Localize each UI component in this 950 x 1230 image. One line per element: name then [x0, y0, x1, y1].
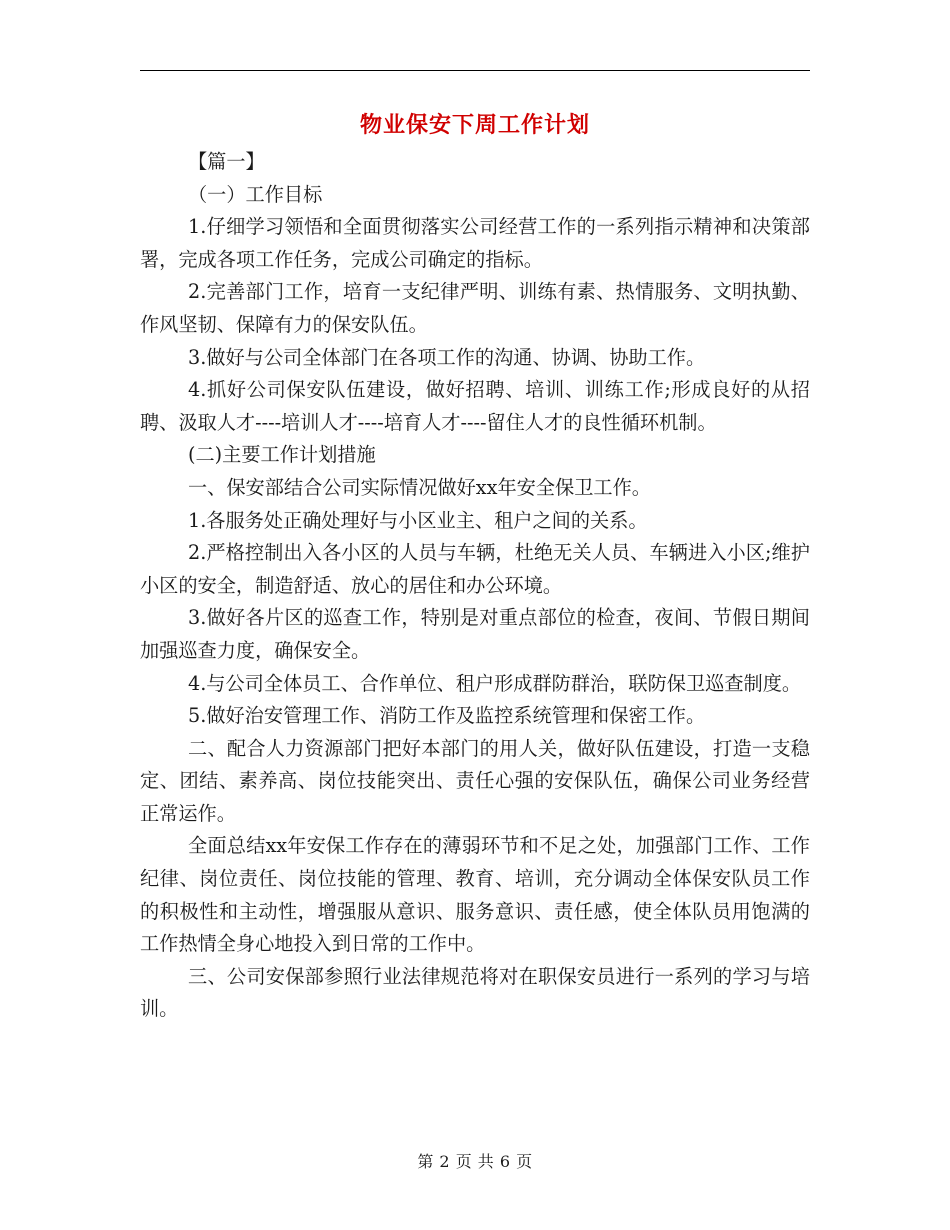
- goal-item-1: 1.仔细学习领悟和全面贯彻落实公司经营工作的一系列指示精神和决策部署，完成各项工作任务，完成公司确定的指标。: [140, 215, 810, 271]
- header-rule: [140, 70, 810, 71]
- measure-heading-3: 三、公司安保部参照行业法律规范将对在职保安员进行一系列的学习与培训。: [140, 964, 810, 1021]
- goal-item-4: 4.抓好公司保安队伍建设，做好招聘、培训、训练工作;形成良好的从招聘、汲取人才----培训人才----培育人才----留住人才的良性循环机制。: [140, 378, 810, 434]
- measure-item-3: 3.做好各片区的巡查工作，特别是对重点部位的检查，夜间、节假日期间加强巡查力度，确保安全。: [140, 606, 810, 662]
- document-body: [140, 146, 810, 1026]
- goal-item-3: 3.做好与公司全体部门在各项工作的沟通、协调、协助工作。: [188, 345, 706, 369]
- measure-item-1: 1.各服务处正确处理好与小区业主、租户之间的关系。: [188, 508, 648, 532]
- measure-item-4: 4.与公司全体员工、合作单位、租户形成群防群治，联防保卫巡查制度。: [188, 671, 802, 695]
- goal-item-2: 2.完善部门工作，培育一支纪律严明、训练有素、热情服务、文明执勤、作风坚韧、保障有力的保安队伍。: [140, 280, 810, 336]
- summary-paragraph: 全面总结xx年安保工作存在的薄弱环节和不足之处，加强部门工作、工作纪律、岗位责任、岗位技能的管理、教育、培训，充分调动全体保安队员工作的积极性和主动性，增强服从意识、服务意识、责任感，使全体队员用饱满的工作热情全身心地投入到日常的工作中。: [140, 834, 810, 956]
- page-footer: 第 2 页 共 6 页: [417, 1152, 533, 1171]
- measure-item-2: 2.严格控制出入各小区的人员与车辆，杜绝无关人员、车辆进入小区;维护小区的安全，制造舒适、放心的居住和办公环境。: [140, 541, 810, 597]
- section-heading-part-one: 【篇一】: [188, 150, 265, 173]
- section-heading-work-goals: （一）工作目标: [188, 182, 323, 206]
- measure-item-5: 5.做好治安管理工作、消防工作及监控系统管理和保密工作。: [188, 704, 706, 728]
- measure-heading-1: 一、保安部结合公司实际情况做好xx年安全保卫工作。: [188, 475, 651, 499]
- measure-heading-2: 二、配合人力资源部门把好本部门的用人关，做好队伍建设，打造一支稳定、团结、素养高、岗位技能突出、责任心强的安保队伍，确保公司业务经营正常运作。: [140, 736, 810, 825]
- section-heading-measures: (二)主要工作计划措施: [188, 443, 376, 467]
- document-title: 物业保安下周工作计划: [359, 112, 590, 138]
